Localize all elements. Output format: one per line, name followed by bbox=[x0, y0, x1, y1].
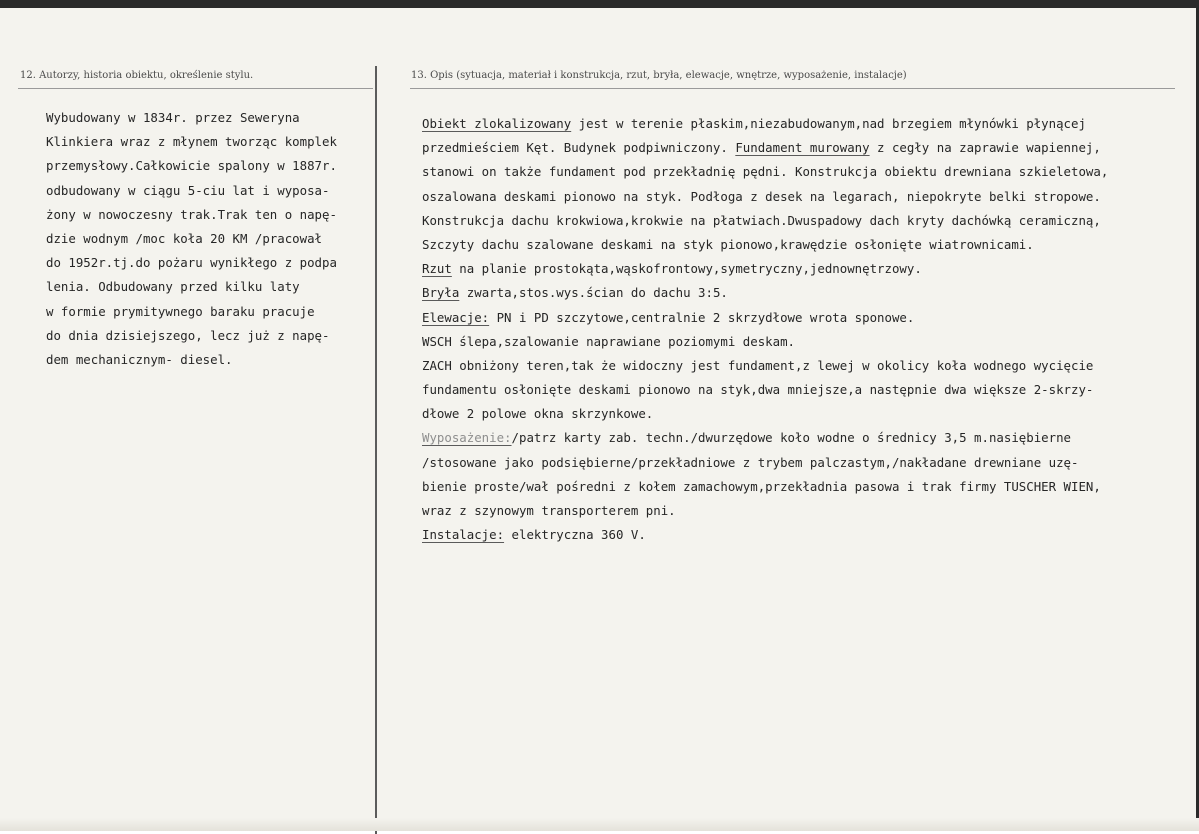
history-line: odbudowany w ciągu 5-ciu lat i wyposa- bbox=[46, 182, 330, 198]
line-text: /patrz karty zab. techn./dwurzędowe koło wodne o średnicy 3,5 m.nasiębierne bbox=[511, 430, 1072, 446]
right-heading-rule bbox=[410, 88, 1175, 89]
description-line bbox=[422, 306, 1108, 330]
label-obiekt-zlokalizowany: Obiekt zlokalizowany bbox=[422, 116, 572, 131]
description-line: wraz z szynowym transporterem pni. bbox=[422, 503, 676, 518]
label-instalacje: Instalacje: bbox=[422, 527, 505, 543]
line-text: elektryczna 360 V. bbox=[504, 527, 646, 543]
description-line: WSCH ślepa,szalowanie naprawiane poziomymi deskam. bbox=[422, 333, 795, 349]
history-line: dem mechanicznym- diesel. bbox=[46, 351, 233, 367]
line-text: jest w terenie płaskim,niezabudowanym,nad brzegiem młynówki płynącej bbox=[571, 116, 1086, 131]
label-fundament-murowany: Fundament murowany bbox=[735, 140, 870, 156]
line-text: PN i PD szczytowe,centralnie 2 skrzydłowe wrota sponowe. bbox=[489, 309, 915, 325]
description-line: bienie proste/wał pośredni z kołem zamachowym,przekładnia pasowa i trak firmy TUSCHER WIEN, bbox=[422, 478, 1101, 494]
history-line: do dnia dzisiejszego, lecz już z napę- bbox=[46, 327, 330, 343]
history-line: do 1952r.tj.do pożaru wynikłego z podpa bbox=[46, 255, 337, 271]
label-elewacje: Elewacje: bbox=[422, 309, 490, 325]
history-line: Wybudowany w 1834r. przez Seweryna bbox=[46, 110, 300, 125]
description-line: ZACH obniżony teren,tak że widoczny jest fundament,z lewej w okolicy koła wodnego wycięcie bbox=[422, 357, 1094, 373]
left-heading-rule bbox=[18, 88, 373, 89]
description-line: Szczyty dachu szalowane deskami na styk pionowo,krawędzie osłonięte wiatrownicami. bbox=[422, 236, 1034, 252]
sheet-bottom-edge bbox=[0, 818, 1199, 831]
history-line: lenia. Odbudowany przed kilku laty bbox=[46, 279, 300, 295]
history-text bbox=[46, 106, 337, 372]
history-line: w formie prymitywnego baraku pracuje bbox=[46, 303, 315, 319]
description-line: dłowe 2 polowe okna skrzynkowe. bbox=[422, 406, 654, 422]
description-line bbox=[422, 426, 1108, 450]
description-line: /stosowane jako podsiębierne/przekładniowe z trybem palczastym,/nakładane drewniane uzę- bbox=[422, 454, 1079, 470]
line-text: przedmieściem Kęt. Budynek podpiwniczony. bbox=[422, 140, 736, 156]
description-line bbox=[422, 523, 1108, 547]
history-line: dzie wodnym /moc koła 20 KM /pracował bbox=[46, 230, 323, 246]
description-line bbox=[422, 257, 1108, 281]
line-text: z cegły na zaprawie wapiennej, bbox=[869, 140, 1101, 156]
column-divider bbox=[375, 66, 377, 834]
description-line: fundamentu osłonięte deskami pionowo na styk,dwa mniejsze,a następnie dwa większe 2-skrzy- bbox=[422, 382, 1094, 398]
line-text: zwarta,stos.wys.ścian do dachu 3:5. bbox=[459, 285, 728, 301]
line-text: na planie prostokąta,wąskofrontowy,symetryczny,jednownętrzowy. bbox=[451, 261, 922, 277]
label-rzut: Rzut bbox=[422, 261, 452, 277]
section-12-heading: 12. Autorzy, historia obiektu, określenie stylu. bbox=[20, 70, 254, 81]
description-line bbox=[422, 112, 1108, 136]
history-line: Klinkiera wraz z młynem tworząc komplek bbox=[46, 134, 337, 150]
description-line bbox=[422, 281, 1108, 305]
label-bryla: Bryła bbox=[422, 285, 460, 301]
description-line: Konstrukcja dachu krokwiowa,krokwie na płatwiach.Dwuspadowy dach kryty dachówką ceramiczną, bbox=[422, 212, 1101, 228]
history-line: przemysłowy.Całkowicie spalony w 1887r. bbox=[46, 158, 337, 174]
history-line: żony w nowoczesny trak.Trak ten o napę- bbox=[46, 206, 337, 222]
description-line: oszalowana deskami pionowo na styk. Podłoga z desek na legarach, niepokryte belki stropowe. bbox=[422, 188, 1101, 204]
description-text bbox=[422, 112, 1108, 547]
section-13-heading: 13. Opis (sytuacja, materiał i konstrukcja, rzut, bryła, elewacje, wnętrze, wyposażenie, instalacje) bbox=[411, 70, 907, 81]
description-line bbox=[422, 136, 1108, 160]
description-line: stanowi on także fundament pod przekładnię pędni. Konstrukcja obiektu drewniana szkieletowa, bbox=[422, 164, 1109, 180]
label-wyposazenie: Wyposażenie: bbox=[422, 430, 512, 446]
